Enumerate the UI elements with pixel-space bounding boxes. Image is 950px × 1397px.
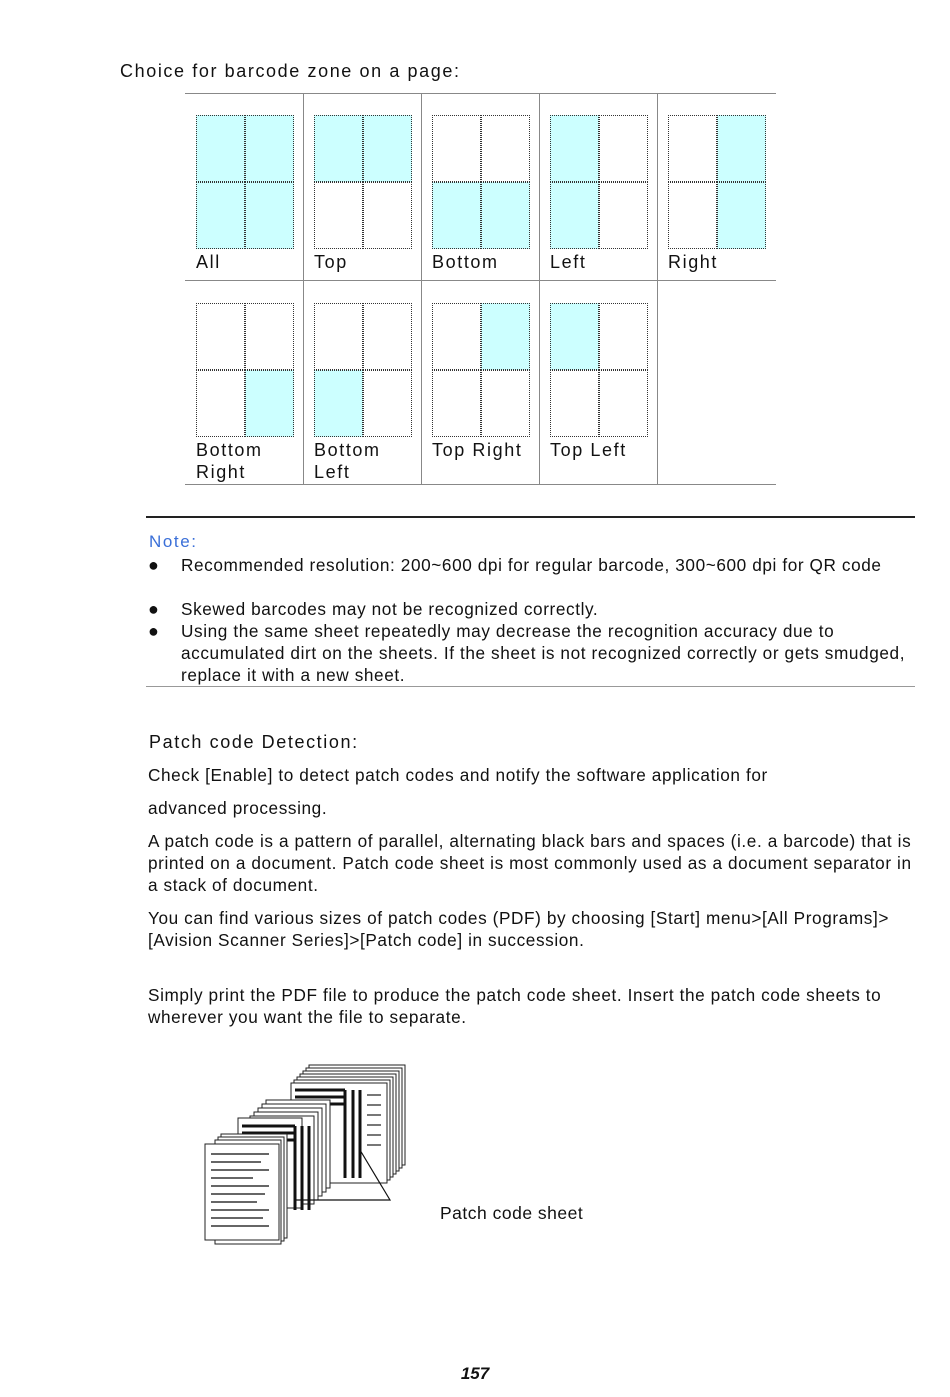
patch-code-sheet-illustration xyxy=(195,1060,425,1250)
patch-paragraph: Check [Enable] to detect patch codes and notify the software application for xyxy=(148,765,768,785)
zone-quadrant xyxy=(432,115,481,182)
patch-paragraph: You can find various sizes of patch codes (PDF) by choosing [Start] menu>[All Programs]>[Avision Scanner Series]>[Patch code] in succession. xyxy=(148,908,889,950)
zone-quadrant xyxy=(363,370,412,437)
zone-diagram xyxy=(432,303,530,437)
zone-quadrant-selected xyxy=(550,115,599,182)
zone-diagram xyxy=(314,115,412,249)
zone-quadrant-selected xyxy=(196,182,245,249)
zone-diagram xyxy=(668,115,766,249)
zone-quadrant xyxy=(599,115,648,182)
zone-heading: Choice for barcode zone on a page: xyxy=(120,61,461,81)
zone-label: Left xyxy=(550,252,587,272)
zone-quadrant xyxy=(432,370,481,437)
zone-quadrant-selected xyxy=(550,182,599,249)
bullet-icon: ● xyxy=(148,599,159,619)
patch-paragraph: Simply print the PDF file to produce the patch code sheet. Insert the patch code sheets to wherever you want the file to separate. xyxy=(148,985,882,1027)
figure-caption: Patch code sheet xyxy=(440,1203,584,1223)
zone-quadrant-selected xyxy=(481,303,530,370)
zone-quadrant-selected xyxy=(314,370,363,437)
zone-quadrant xyxy=(481,115,530,182)
bullet-icon: ● xyxy=(148,621,159,641)
zone-quadrant-selected xyxy=(432,182,481,249)
zone-label: Bottom xyxy=(432,252,499,272)
note-label: Note: xyxy=(149,532,198,551)
zone-quadrant xyxy=(599,370,648,437)
zone-quadrant xyxy=(599,303,648,370)
zone-quadrant xyxy=(550,370,599,437)
zone-diagram xyxy=(196,115,294,249)
zone-quadrant-selected xyxy=(245,115,294,182)
zone-diagram xyxy=(550,115,648,249)
zone-diagram xyxy=(196,303,294,437)
bullet-icon: ● xyxy=(148,555,159,575)
zone-quadrant xyxy=(599,182,648,249)
note-bottom-rule xyxy=(146,686,915,687)
zone-diagram xyxy=(550,303,648,437)
note-top-rule xyxy=(146,516,915,518)
note-item: Recommended resolution: 200~600 dpi for regular barcode, 300~600 dpi for QR code xyxy=(181,555,882,575)
zone-diagram xyxy=(314,303,412,437)
zone-quadrant-selected xyxy=(481,182,530,249)
zone-quadrant-selected xyxy=(717,115,766,182)
zone-quadrant xyxy=(668,115,717,182)
zone-diagram xyxy=(432,115,530,249)
zone-quadrant-selected xyxy=(314,115,363,182)
patch-paragraph: advanced processing. xyxy=(148,798,328,818)
zone-quadrant-selected xyxy=(363,115,412,182)
zone-quadrant xyxy=(196,370,245,437)
zone-quadrant xyxy=(668,182,717,249)
zone-quadrant xyxy=(314,303,363,370)
patch-heading: Patch code Detection: xyxy=(149,732,359,752)
zone-quadrant-selected xyxy=(196,115,245,182)
note-item: Skewed barcodes may not be recognized correctly. xyxy=(181,599,599,619)
note-item: Using the same sheet repeatedly may decrease the recognition accuracy due to accumulated dirt on the sheets. If the sheet is not recognized correctly or gets smudged, replace it with a new sheet. xyxy=(181,621,906,685)
zone-label: Bottom Right xyxy=(196,440,263,482)
zone-label: Top xyxy=(314,252,348,272)
zone-label: Right xyxy=(668,252,719,272)
zone-label: Top Right xyxy=(432,440,523,460)
zone-quadrant xyxy=(196,303,245,370)
zone-quadrant xyxy=(314,182,363,249)
zone-quadrant-selected xyxy=(245,182,294,249)
zone-quadrant-selected xyxy=(717,182,766,249)
zone-quadrant xyxy=(363,182,412,249)
zone-label: Bottom Left xyxy=(314,440,381,482)
zone-quadrant xyxy=(363,303,412,370)
zone-quadrant xyxy=(245,303,294,370)
patch-paragraph: A patch code is a pattern of parallel, alternating black bars and spaces (i.e. a barcode) that is printed on a document. Patch code sheet is most commonly used as a document separator in a stack of document. xyxy=(148,831,912,895)
page-number: 157 xyxy=(460,1364,490,1383)
zone-quadrant xyxy=(432,303,481,370)
zone-label: Top Left xyxy=(550,440,627,460)
zone-quadrant-selected xyxy=(245,370,294,437)
zone-label: All xyxy=(196,252,221,272)
zone-quadrant xyxy=(481,370,530,437)
zone-quadrant-selected xyxy=(550,303,599,370)
